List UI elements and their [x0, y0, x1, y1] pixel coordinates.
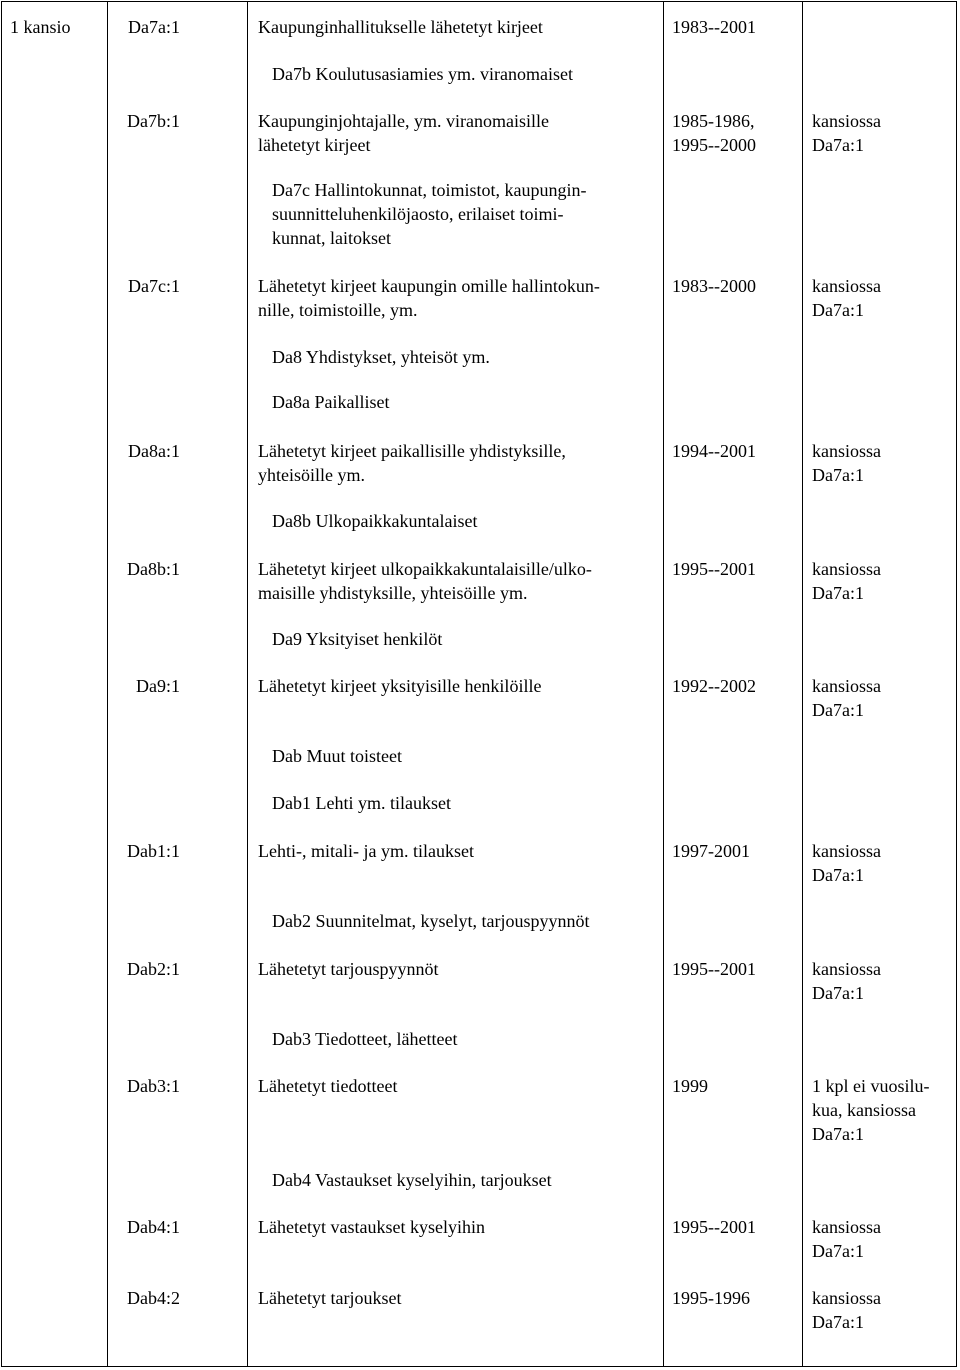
entry-description: lähetetyt kirjeet: [258, 135, 371, 155]
entry-note: Da7a:1: [812, 1241, 864, 1261]
entry-note: kansiossa: [812, 676, 881, 696]
entry-note: Da7a:1: [812, 465, 864, 485]
section-heading: Da8b Ulkopaikkakuntalaiset: [272, 511, 478, 531]
archive-code: Da8b:1: [127, 559, 180, 579]
entry-note: Da7a:1: [812, 865, 864, 885]
entry-note: Da7a:1: [812, 1124, 864, 1144]
entry-description: Lähetetyt kirjeet kaupungin omille hallintokun-: [258, 276, 600, 296]
section-heading: Dab1 Lehti ym. tilaukset: [272, 793, 451, 813]
entry-years: 1995--2001: [672, 1217, 756, 1237]
section-heading: suunnitteluhenkilöjaosto, erilaiset toimi-: [272, 204, 564, 224]
entry-note: kansiossa: [812, 111, 881, 131]
entry-description: Lähetetyt kirjeet paikallisille yhdistyksille,: [258, 441, 566, 461]
entry-note: kansiossa: [812, 559, 881, 579]
entry-description: Lähetetyt kirjeet ulkopaikkakuntalaisille/ulko-: [258, 559, 592, 579]
entry-description: Lehti-, mitali- ja ym. tilaukset: [258, 841, 474, 861]
archive-code: Dab2:1: [127, 959, 180, 979]
entry-note: kansiossa: [812, 276, 881, 296]
column-divider-2: [247, 1, 248, 1367]
section-heading: Da8 Yhdistykset, yhteisöt ym.: [272, 347, 490, 367]
entry-note: kua, kansiossa: [812, 1100, 916, 1120]
entry-years: 1997-2001: [672, 841, 750, 861]
archive-code: Dab4:2: [127, 1288, 180, 1308]
entry-note: Da7a:1: [812, 700, 864, 720]
archive-code: Da7b:1: [127, 111, 180, 131]
entry-note: Da7a:1: [812, 135, 864, 155]
section-heading: kunnat, laitokset: [272, 228, 391, 248]
entry-description: Lähetetyt tarjoukset: [258, 1288, 402, 1308]
entry-description: Kaupunginhallitukselle lähetetyt kirjeet: [258, 17, 543, 37]
entry-years: 1983--2000: [672, 276, 756, 296]
entry-note: kansiossa: [812, 1217, 881, 1237]
entry-description: yhteisöille ym.: [258, 465, 365, 485]
column-divider-4: [802, 1, 803, 1367]
entry-years: 1995--2001: [672, 959, 756, 979]
archive-code: Da7c:1: [128, 276, 180, 296]
section-heading: Da9 Yksityiset henkilöt: [272, 629, 443, 649]
archive-code: Dab1:1: [127, 841, 180, 861]
section-heading: Dab4 Vastaukset kyselyihin, tarjoukset: [272, 1170, 552, 1190]
entry-note: kansiossa: [812, 841, 881, 861]
entry-years: 1994--2001: [672, 441, 756, 461]
archive-code: Da8a:1: [128, 441, 180, 461]
entry-note: Da7a:1: [812, 983, 864, 1003]
entry-years: 1999: [672, 1076, 708, 1096]
section-heading: Da8a Paikalliset: [272, 392, 390, 412]
entry-note: kansiossa: [812, 1288, 881, 1308]
archive-code: Dab3:1: [127, 1076, 180, 1096]
section-heading: Dab Muut toisteet: [272, 746, 402, 766]
entry-years: 1995-1996: [672, 1288, 750, 1308]
column-divider-1: [107, 1, 108, 1367]
entry-years: 1992--2002: [672, 676, 756, 696]
entry-description: Kaupunginjohtajalle, ym. viranomaisille: [258, 111, 549, 131]
entry-note: Da7a:1: [812, 1312, 864, 1332]
entry-years: 1995--2000: [672, 135, 756, 155]
column-divider-3: [663, 1, 664, 1367]
entry-description: Lähetetyt vastaukset kyselyihin: [258, 1217, 485, 1237]
entry-description: Lähetetyt kirjeet yksityisille henkilöille: [258, 676, 542, 696]
entry-note: Da7a:1: [812, 300, 864, 320]
entry-years: 1985-1986,: [672, 111, 755, 131]
entry-note: Da7a:1: [812, 583, 864, 603]
section-heading: Dab2 Suunnitelmat, kyselyt, tarjouspyynnöt: [272, 911, 590, 931]
section-heading: Da7b Koulutusasiamies ym. viranomaiset: [272, 64, 573, 84]
entry-description: nille, toimistoille, ym.: [258, 300, 418, 320]
archive-code: Dab4:1: [127, 1217, 180, 1237]
entry-years: 1995--2001: [672, 559, 756, 579]
entry-description: maisille yhdistyksille, yhteisöille ym.: [258, 583, 528, 603]
entry-description: Lähetetyt tiedotteet: [258, 1076, 398, 1096]
entry-note: kansiossa: [812, 441, 881, 461]
section-heading: Da7c Hallintokunnat, toimistot, kaupungin-: [272, 180, 587, 200]
archive-code: Da9:1: [136, 676, 180, 696]
entry-note: 1 kpl ei vuosilu-: [812, 1076, 930, 1096]
entry-description: Lähetetyt tarjouspyynnöt: [258, 959, 439, 979]
section-heading: Dab3 Tiedotteet, lähetteet: [272, 1029, 458, 1049]
volume-label: 1 kansio: [10, 17, 71, 37]
entry-note: kansiossa: [812, 959, 881, 979]
entry-years: 1983--2001: [672, 17, 756, 37]
archive-code: Da7a:1: [128, 17, 180, 37]
